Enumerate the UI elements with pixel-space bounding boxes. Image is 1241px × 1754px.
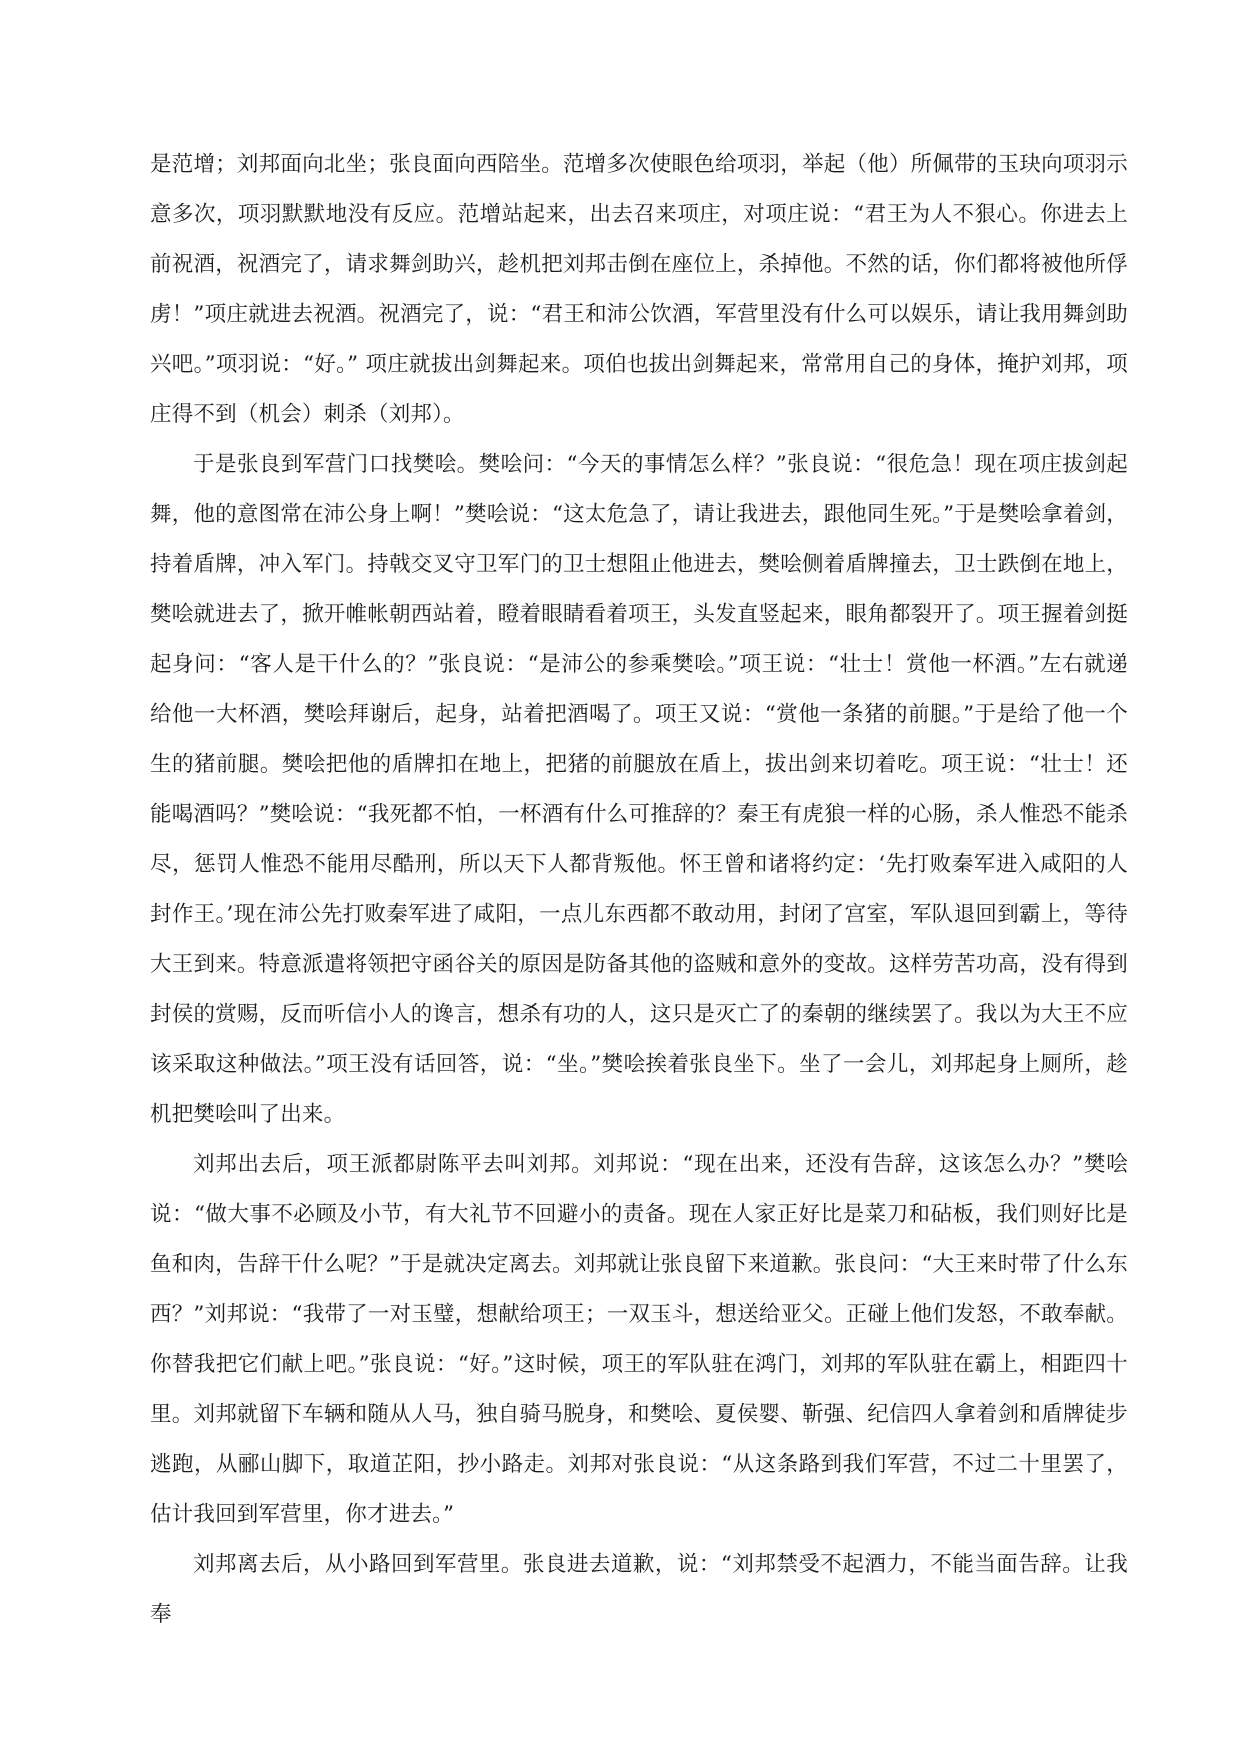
paragraph-1: 是范增；刘邦面向北坐；张良面向西陪坐。范增多次使眼色给项羽，举起（他）所佩带的玉玦向项羽示意多次，项羽默默地没有反应。范增站起来，出去召来项庄，对项庄说：“君王为人不狠心。你进去上前祝酒，祝酒完了，请求舞剑助兴，趁机把刘邦击倒在座位上，杀掉他。不然的话，你们都将被他所俘虏！”项庄就进去祝酒。祝酒完了，说：“君王和沛公饮酒，军营里没有什么可以娱乐，请让我用舞剑助兴吧。”项羽说：“好。” 项庄就拔出剑舞起来。项伯也拔出剑舞起来，常常用自己的身体，掩护刘邦，项庄得不到（机会）刺杀（刘邦）。 — [150, 152, 1128, 427]
document-body — [150, 140, 1128, 1640]
paragraph-2: 于是张良到军营门口找樊哙。樊哙问：“今天的事情怎么样？”张良说：“很危急！现在项庄拔剑起舞，他的意图常在沛公身上啊！”樊哙说：“这太危急了，请让我进去，跟他同生死。”于是樊哙拿着剑，持着盾牌，冲入军门。持戟交叉守卫军门的卫士想阻止他进去，樊哙侧着盾牌撞去，卫士跌倒在地上，樊哙就进去了，掀开帷帐朝西站着，瞪着眼睛看着项王，头发直竖起来，眼角都裂开了。项王握着剑挺起身问：“客人是干什么的？”张良说：“是沛公的参乘樊哙。”项王说：“壮士！赏他一杯酒。”左右就递给他一大杯酒，樊哙拜谢后，起身，站着把酒喝了。项王又说：“赏他一条猪的前腿。”于是给了他一个生的猪前腿。樊哙把他的盾牌扣在地上，把猪的前腿放在盾上，拔出剑来切着吃。项王说：“壮士！还能喝酒吗？”樊哙说：“我死都不怕，一杯酒有什么可推辞的？秦王有虎狼一样的心肠，杀人惟恐不能杀尽，惩罚人惟恐不能用尽酷刑，所以天下人都背叛他。怀王曾和诸将约定：‘先打败秦军进入咸阳的人封作王。’现在沛公先打败秦军进了咸阳，一点儿东西都不敢动用，封闭了宫室，军队退回到霸上，等待大王到来。特意派遣将领把守函谷关的原因是防备其他的盗贼和意外的变故。这样劳苦功高，没有得到封侯的赏赐，反而听信小人的谗言，想杀有功的人，这只是灭亡了的秦朝的继续罢了。我以为大王不应该采取这种做法。”项王没有话回答，说：“坐。”樊哙挨着张良坐下。坐了一会儿，刘邦起身上厕所，趁机把樊哙叫了出来。 — [150, 452, 1128, 1127]
paragraph-4: 刘邦离去后，从小路回到军营里。张良进去道歉，说：“刘邦禁受不起酒力，不能当面告辞。让我奉 — [150, 1552, 1128, 1627]
paragraph-3: 刘邦出去后，项王派都尉陈平去叫刘邦。刘邦说：“现在出来，还没有告辞，这该怎么办？”樊哙说：“做大事不必顾及小节，有大礼节不回避小的责备。现在人家正好比是菜刀和砧板，我们则好比是鱼和肉，告辞干什么呢？”于是就决定离去。刘邦就让张良留下来道歉。张良问：“大王来时带了什么东西？”刘邦说：“我带了一对玉璧，想献给项王；一双玉斗，想送给亚父。正碰上他们发怒，不敢奉献。你替我把它们献上吧。”张良说：“好。”这时候，项王的军队驻在鸿门，刘邦的军队驻在霸上，相距四十里。刘邦就留下车辆和随从人马，独自骑马脱身，和樊哙、夏侯婴、靳强、纪信四人拿着剑和盾牌徒步逃跑，从郦山脚下，取道芷阳，抄小路走。刘邦对张良说：“从这条路到我们军营，不过二十里罢了，估计我回到军营里，你才进去。” — [150, 1152, 1128, 1527]
